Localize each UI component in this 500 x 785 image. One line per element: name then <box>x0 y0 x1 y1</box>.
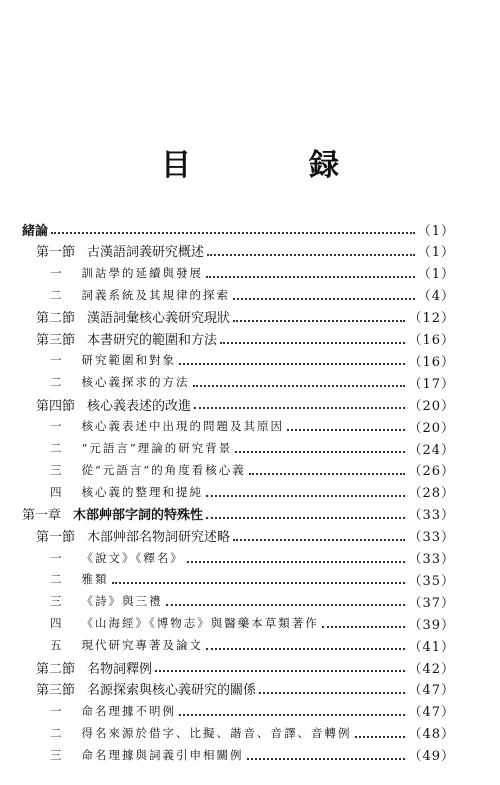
toc-entry-title: 詞義系統及其規律的探索 <box>81 287 230 302</box>
toc-entry-title: 核心義的整理和提純 <box>81 484 203 499</box>
toc-entry-number: 三 <box>50 747 64 762</box>
toc-chapter-entry <box>22 503 455 525</box>
toc-entry-title: 名物詞釋例 <box>87 661 153 677</box>
dot-leader <box>206 517 405 519</box>
toc-page-number: （24） <box>408 442 455 458</box>
dot-leader <box>206 276 415 278</box>
toc-subsection-entry <box>50 349 455 371</box>
toc-subsection-entry <box>50 371 455 393</box>
toc-section-entry <box>36 525 455 547</box>
dot-leader <box>187 561 406 563</box>
toc-entry-title: 漢語詞彙核心義研究現狀 <box>87 311 231 327</box>
dot-leader <box>51 232 415 234</box>
toc-page-number: （33） <box>408 530 455 546</box>
toc-page-number: （33） <box>408 552 455 567</box>
toc-entry-title: 核心義探求的方法 <box>81 375 190 390</box>
dot-leader <box>206 648 405 650</box>
toc-page-number: （33） <box>408 508 455 524</box>
toc-entry-number: 二 <box>50 725 64 740</box>
dot-leader <box>233 539 405 541</box>
dot-leader <box>207 254 415 256</box>
toc-entry-number: 二 <box>50 375 64 390</box>
toc-entry-number: 一 <box>50 353 64 368</box>
toc-page-number: （48） <box>408 727 455 743</box>
toc-subsection-entry <box>50 744 455 766</box>
toc-entry-number: 一 <box>50 550 64 565</box>
toc-page-number: （35） <box>408 573 455 589</box>
toc-entry-title: 《說文》《釋名》 <box>81 550 184 565</box>
toc-section-entry <box>36 393 455 415</box>
toc-subsection-entry <box>50 284 455 306</box>
toc-page-number: （4） <box>417 289 455 305</box>
toc-entry-number: 二 <box>50 441 64 455</box>
toc-page-number: （49） <box>408 749 455 765</box>
toc-section-entry <box>36 306 455 328</box>
toc-entry-number: 第二節 <box>36 661 76 677</box>
toc-subsection-entry <box>50 481 455 503</box>
toc-page-number: （16） <box>408 333 455 348</box>
toc-entry-title: 雅類 <box>81 572 109 587</box>
dot-leader <box>220 342 405 344</box>
toc-page-number: （39） <box>408 617 455 633</box>
toc-entry-number: 第一節 <box>36 245 76 261</box>
dot-leader <box>166 604 406 606</box>
toc-entry-title: 本書研究的範圍和方法 <box>87 333 218 348</box>
dot-leader <box>355 736 406 738</box>
toc-entry-number: 一 <box>50 419 64 434</box>
toc-entry-title: 木部艸部字詞的特殊性 <box>73 508 204 524</box>
toc-entry-title: 得名來源於借字、比擬、諧音、音譯、音轉例 <box>81 725 352 740</box>
toc-subsection-entry <box>50 590 455 612</box>
toc-entry-title: 命名理據與詞義引申相關例 <box>81 747 244 762</box>
toc-subsection-entry <box>50 722 455 744</box>
toc-subsection-entry <box>50 415 455 437</box>
toc-page-number: （16） <box>408 354 455 370</box>
toc-section-entry <box>36 656 455 678</box>
toc-entry-number: 四 <box>50 484 64 499</box>
toc-entry-number: 四 <box>50 616 64 631</box>
toc-subsection-entry <box>50 437 455 459</box>
toc-entry-title: 現代研究專著及論文 <box>81 638 203 653</box>
toc-entry-title: 核心義表述中出現的問題及其原因 <box>81 419 284 434</box>
toc-page-number: （20） <box>408 420 455 436</box>
toc-page-number: （42） <box>408 661 455 677</box>
dot-leader <box>206 495 405 497</box>
toc-entry-title: 訓詁學的延續與發展 <box>81 265 203 280</box>
dot-leader <box>249 473 406 475</box>
dot-leader <box>233 298 415 300</box>
toc-subsection-entry <box>50 700 455 722</box>
toc-section-entry <box>36 240 455 262</box>
toc-page-number: （12） <box>408 311 455 327</box>
toc-page-number: （47） <box>408 705 455 721</box>
toc-page-number: （1） <box>417 223 455 239</box>
toc-chapter-entry <box>22 218 455 240</box>
toc-page-number: （47） <box>408 683 455 699</box>
toc-subsection-entry <box>50 634 455 656</box>
toc-entry-title: 古漢語詞義研究概述 <box>87 245 205 261</box>
toc-entry-title: 《山海經》《博物志》與醫藥本草類著作 <box>81 616 319 631</box>
toc-subsection-entry <box>50 547 455 569</box>
toc-page-number: （1） <box>417 245 455 261</box>
dot-leader <box>247 758 406 760</box>
toc-page-number: （17） <box>408 376 455 392</box>
dot-leader <box>322 626 406 628</box>
toc-entry-title: 核心義表述的改進 <box>87 398 192 414</box>
toc-subsection-entry <box>50 459 455 481</box>
toc-entry-number: 一 <box>50 265 64 280</box>
toc-section-entry <box>36 678 455 700</box>
toc-entry-title: 木部艸部名物詞研究述略 <box>87 530 231 546</box>
toc-entry-number: 第一節 <box>36 530 76 546</box>
dot-leader <box>193 385 406 387</box>
toc-entry-number: 第三節 <box>36 683 76 699</box>
toc-entry-number: 三 <box>50 594 64 609</box>
dot-leader <box>179 363 405 365</box>
dot-leader <box>259 692 405 694</box>
toc-entry-title: “元語言”理論的研究背景 <box>81 441 233 455</box>
toc-entry-title: 緒論 <box>22 223 49 239</box>
dot-leader <box>194 407 405 409</box>
toc-entry-number: 二 <box>50 572 64 587</box>
toc-entry-number: 第一章 <box>22 508 62 524</box>
toc-entry-title: 《詩》與三禮 <box>81 594 163 609</box>
dot-leader <box>233 320 405 322</box>
dot-leader <box>287 429 405 431</box>
toc-subsection-entry <box>50 568 455 590</box>
toc-page-number: （28） <box>408 486 455 502</box>
dot-leader <box>155 670 405 672</box>
toc-entry-title: 名源探索與核心義研究的關係 <box>87 683 257 699</box>
dot-leader <box>112 582 406 584</box>
dot-leader <box>235 451 405 453</box>
toc-page-number: （41） <box>408 639 455 655</box>
toc-page-number: （26） <box>408 464 455 480</box>
dot-leader <box>179 714 405 716</box>
toc-section-entry <box>36 328 455 350</box>
toc-entry-number: 第三節 <box>36 333 76 348</box>
toc-entry-title: 命名理據不明例 <box>81 703 176 718</box>
toc-subsection-entry <box>50 262 455 284</box>
toc-entry-number: 五 <box>50 638 64 653</box>
toc-page-number: （20） <box>408 398 455 414</box>
toc-entry-title: 從“元語言”的角度看核心義 <box>81 462 246 477</box>
toc-entry-number: 三 <box>50 462 64 477</box>
toc-page-number: （37） <box>408 595 455 611</box>
page-title: 目 録 <box>161 148 383 183</box>
toc-entry-number: 第二節 <box>36 311 76 327</box>
toc-subsection-entry <box>50 612 455 634</box>
toc-entry-number: 第四節 <box>36 398 76 414</box>
toc-entry-title: 研究範圍和對象 <box>81 353 176 368</box>
toc-page-number: （1） <box>417 267 455 283</box>
toc-entry-number: 一 <box>50 703 64 718</box>
toc-entry-number: 二 <box>50 287 64 302</box>
